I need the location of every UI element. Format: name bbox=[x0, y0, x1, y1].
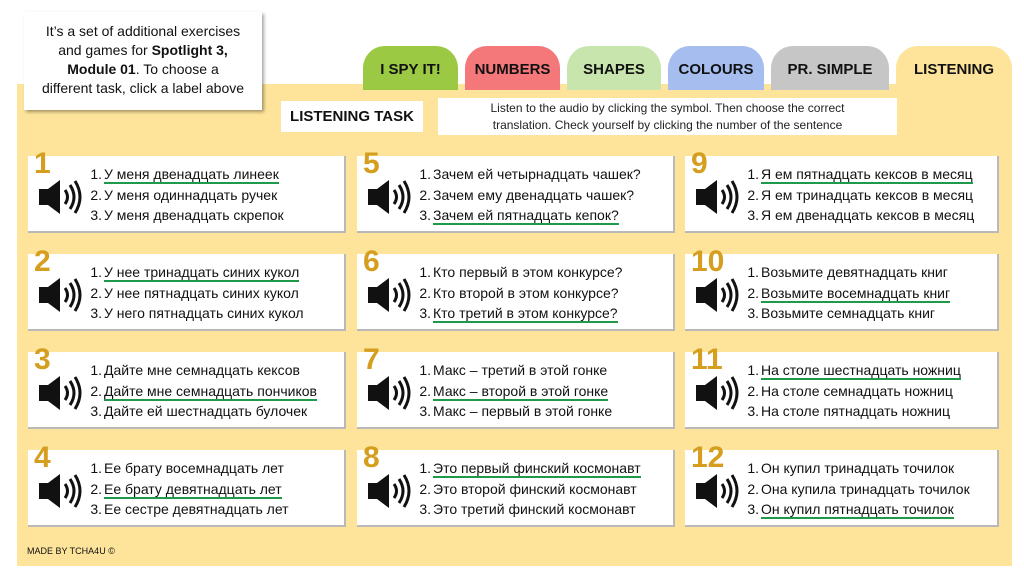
option-number: 3. bbox=[90, 207, 102, 223]
option-number: 1. bbox=[419, 362, 431, 378]
credit: MADE BY TCHA4U © bbox=[27, 546, 115, 556]
sentence-number[interactable]: 4 bbox=[34, 441, 51, 474]
list-item bbox=[417, 360, 612, 381]
option-number: 2. bbox=[419, 284, 431, 301]
exercise-card bbox=[685, 343, 999, 429]
speaker-icon[interactable] bbox=[38, 472, 84, 510]
option-list bbox=[745, 262, 950, 324]
speaker-icon[interactable] bbox=[367, 472, 413, 510]
list-item bbox=[88, 283, 304, 304]
answer-option[interactable]: Ее брату восемнадцать лет bbox=[104, 460, 284, 476]
tab-label: PR. SIMPLE bbox=[787, 60, 873, 78]
intro-line-3-text: . To choose a bbox=[135, 61, 219, 77]
answer-option[interactable]: Возьмите девятнадцать книг bbox=[761, 264, 948, 280]
exercise-card bbox=[685, 245, 999, 331]
tab-pr-simple[interactable] bbox=[771, 46, 889, 90]
option-number: 2. bbox=[90, 284, 102, 301]
speaker-icon[interactable] bbox=[38, 178, 84, 216]
exercise-card bbox=[685, 147, 999, 233]
option-number: 2. bbox=[90, 480, 102, 497]
option-list bbox=[745, 164, 974, 226]
option-list bbox=[417, 360, 612, 422]
answer-option[interactable]: Возьмите семнадцать книг bbox=[761, 305, 936, 321]
list-item bbox=[745, 185, 974, 206]
list-item bbox=[417, 283, 622, 304]
answer-option[interactable]: Кто первый в этом конкурсе? bbox=[433, 264, 623, 280]
list-item bbox=[417, 401, 612, 422]
answer-option[interactable]: Макс – третий в этой гонке bbox=[433, 362, 608, 378]
intro-line-4: different task, click a label above bbox=[41, 80, 245, 96]
answer-option[interactable]: У нее тринадцать синих кукол bbox=[104, 264, 300, 280]
option-list bbox=[88, 360, 317, 422]
answer-option[interactable]: Возьмите восемнадцать книг bbox=[761, 284, 951, 301]
tab-shapes[interactable] bbox=[567, 46, 661, 90]
answer-option[interactable]: На столе пятнадцать ножниц bbox=[761, 403, 951, 419]
sentence-number[interactable]: 7 bbox=[363, 343, 380, 376]
list-item bbox=[745, 205, 974, 226]
list-item bbox=[88, 205, 284, 226]
intro-line-3-bold: Module 01 bbox=[67, 61, 136, 77]
option-number: 1. bbox=[419, 264, 431, 280]
option-number: 3. bbox=[419, 207, 431, 223]
option-number: 1. bbox=[90, 362, 102, 378]
sentence-number[interactable]: 12 bbox=[691, 441, 725, 474]
list-item bbox=[88, 262, 304, 283]
option-number: 2. bbox=[419, 382, 431, 399]
answer-option[interactable]: На столе шестнадцать ножниц bbox=[761, 362, 961, 378]
answer-option[interactable]: Ее брату девятнадцать лет bbox=[104, 480, 282, 497]
sentence-number[interactable]: 8 bbox=[363, 441, 380, 474]
option-number: 3. bbox=[419, 305, 431, 321]
list-item bbox=[88, 303, 304, 324]
list-item bbox=[745, 164, 974, 185]
option-number: 1. bbox=[90, 166, 102, 182]
exercise-card bbox=[685, 441, 999, 527]
option-list bbox=[417, 458, 641, 520]
tab-label: LISTENING bbox=[913, 60, 994, 78]
answer-option[interactable]: Макс – второй в этой гонке bbox=[433, 382, 609, 399]
answer-option[interactable]: Это третий финский космонавт bbox=[433, 501, 636, 517]
option-number: 3. bbox=[747, 207, 759, 223]
list-item bbox=[88, 185, 284, 206]
list-item bbox=[745, 283, 950, 304]
list-item bbox=[417, 479, 641, 500]
speaker-icon[interactable] bbox=[695, 374, 741, 412]
instructions bbox=[438, 98, 897, 135]
answer-option[interactable]: Дайте мне семнадцать пончиков bbox=[104, 382, 317, 399]
list-item bbox=[745, 401, 961, 422]
sentence-number[interactable]: 2 bbox=[34, 245, 51, 278]
list-item bbox=[417, 205, 641, 226]
option-number: 3. bbox=[90, 403, 102, 419]
option-number: 1. bbox=[419, 166, 431, 182]
speaker-icon[interactable] bbox=[38, 374, 84, 412]
exercise-card bbox=[28, 441, 346, 527]
exercise-card bbox=[357, 147, 675, 233]
answer-option[interactable]: У меня двенадцать линеек bbox=[104, 166, 279, 182]
option-number: 1. bbox=[419, 460, 431, 476]
option-number: 1. bbox=[747, 166, 759, 182]
speaker-icon[interactable] bbox=[367, 276, 413, 314]
list-item bbox=[745, 499, 970, 520]
speaker-icon[interactable] bbox=[367, 374, 413, 412]
option-number: 1. bbox=[747, 362, 759, 378]
answer-option[interactable]: У него пятнадцать синих кукол bbox=[104, 305, 304, 321]
intro-line-2-text: and games for bbox=[58, 42, 152, 58]
answer-option[interactable]: На столе семнадцать ножниц bbox=[761, 382, 953, 399]
answer-option[interactable]: Макс – первый в этой гонке bbox=[433, 403, 613, 419]
intro-line-2-bold: Spotlight 3, bbox=[151, 42, 228, 58]
exercise-card bbox=[28, 343, 346, 429]
answer-option[interactable]: Я ем двенадцать кексов в месяц bbox=[761, 207, 975, 223]
list-item bbox=[417, 303, 622, 324]
tab-i-spy-it[interactable] bbox=[363, 46, 458, 90]
list-item bbox=[745, 479, 970, 500]
answer-option[interactable]: Она купила тринадцать точилок bbox=[761, 480, 970, 497]
exercise-card bbox=[357, 343, 675, 429]
tab-label: NUMBERS bbox=[474, 60, 551, 78]
speaker-icon[interactable] bbox=[367, 178, 413, 216]
answer-option[interactable]: Я ем тринадцать кексов в месяц bbox=[761, 186, 974, 203]
list-item bbox=[417, 458, 641, 479]
list-item bbox=[745, 458, 970, 479]
list-item bbox=[745, 381, 961, 402]
answer-option[interactable]: Зачем ей пятнадцать кепок? bbox=[433, 207, 619, 223]
sentence-number[interactable]: 9 bbox=[691, 147, 708, 180]
tab-label: COLOURS bbox=[678, 60, 754, 78]
answer-option[interactable]: Ее сестре девятнадцать лет bbox=[104, 501, 289, 517]
intro-line-1: It’s a set of additional exercises bbox=[45, 23, 241, 39]
list-item bbox=[745, 303, 950, 324]
option-number: 2. bbox=[90, 186, 102, 203]
sentence-number[interactable]: 11 bbox=[691, 343, 723, 376]
option-number: 2. bbox=[747, 382, 759, 399]
answer-option[interactable]: Дайте ей шестнадцать булочек bbox=[104, 403, 308, 419]
list-item bbox=[417, 499, 641, 520]
list-item bbox=[88, 164, 284, 185]
option-list bbox=[745, 458, 970, 520]
list-item bbox=[88, 499, 289, 520]
answer-option[interactable]: Это второй финский космонавт bbox=[433, 480, 637, 497]
tab-label: I SPY IT! bbox=[380, 60, 441, 78]
option-number: 2. bbox=[747, 284, 759, 301]
instructions-line-2: translation. Check yourself by clicking the number of the sentence bbox=[492, 118, 843, 132]
exercise-card bbox=[28, 147, 346, 233]
option-number: 3. bbox=[747, 403, 759, 419]
list-item bbox=[88, 458, 289, 479]
list-item bbox=[88, 401, 317, 422]
answer-option[interactable]: Это первый финский космонавт bbox=[433, 460, 641, 476]
sentence-number[interactable]: 3 bbox=[34, 343, 51, 376]
speaker-icon[interactable] bbox=[695, 472, 741, 510]
answer-option[interactable]: Кто третий в этом конкурсе? bbox=[433, 305, 618, 321]
sentence-number[interactable]: 5 bbox=[363, 147, 380, 180]
option-number: 2. bbox=[747, 186, 759, 203]
list-item bbox=[745, 262, 950, 283]
option-number: 1. bbox=[747, 460, 759, 476]
exercise-card bbox=[28, 245, 346, 331]
answer-option[interactable]: У меня двенадцать скрепок bbox=[104, 207, 284, 223]
exercise-card bbox=[357, 245, 675, 331]
list-item bbox=[417, 185, 641, 206]
answer-option[interactable]: У нее пятнадцать синих кукол bbox=[104, 284, 299, 301]
instructions-line-1: Listen to the audio by clicking the symbol. Then choose the correct bbox=[490, 101, 845, 115]
list-item bbox=[417, 164, 641, 185]
option-list bbox=[417, 164, 641, 226]
option-list bbox=[417, 262, 622, 324]
tab-colours[interactable] bbox=[668, 46, 764, 90]
sentence-number[interactable]: 10 bbox=[691, 245, 725, 278]
speaker-icon[interactable] bbox=[38, 276, 84, 314]
answer-option[interactable]: Зачем ему двенадцать чашек? bbox=[433, 186, 635, 203]
answer-option[interactable]: Кто второй в этом конкурсе? bbox=[433, 284, 619, 301]
answer-option[interactable]: У меня одиннадцать ручек bbox=[104, 186, 278, 203]
answer-option[interactable]: Дайте мне семнадцать кексов bbox=[104, 362, 300, 378]
intro-line-2 bbox=[24, 41, 262, 60]
option-number: 3. bbox=[747, 501, 759, 517]
exercise-card bbox=[357, 441, 675, 527]
option-number: 2. bbox=[747, 480, 759, 497]
option-number: 3. bbox=[90, 501, 102, 517]
list-item bbox=[88, 360, 317, 381]
option-number: 3. bbox=[90, 305, 102, 321]
option-number: 3. bbox=[419, 501, 431, 517]
intro-line-3 bbox=[24, 60, 262, 79]
option-number: 2. bbox=[90, 382, 102, 399]
intro-box bbox=[24, 12, 262, 110]
answer-option[interactable]: Он купил пятнадцать точилок bbox=[761, 501, 954, 517]
list-item bbox=[745, 360, 961, 381]
option-list bbox=[88, 262, 304, 324]
tab-label: SHAPES bbox=[583, 60, 645, 78]
option-number: 3. bbox=[747, 305, 759, 321]
list-item bbox=[88, 381, 317, 402]
sentence-number[interactable]: 6 bbox=[363, 245, 380, 278]
list-item bbox=[88, 479, 289, 500]
option-list bbox=[88, 164, 284, 226]
list-item bbox=[417, 381, 612, 402]
speaker-icon[interactable] bbox=[695, 276, 741, 314]
option-list bbox=[88, 458, 289, 520]
option-number: 1. bbox=[90, 264, 102, 280]
option-number: 3. bbox=[419, 403, 431, 419]
task-label: LISTENING TASK bbox=[281, 101, 423, 132]
answer-option[interactable]: Он купил тринадцать точилок bbox=[761, 460, 955, 476]
option-number: 2. bbox=[419, 186, 431, 203]
list-item bbox=[417, 262, 622, 283]
tab-numbers[interactable] bbox=[465, 46, 560, 90]
option-number: 2. bbox=[419, 480, 431, 497]
option-number: 1. bbox=[90, 460, 102, 476]
tab-listening[interactable] bbox=[896, 46, 1012, 90]
option-list bbox=[745, 360, 961, 422]
option-number: 1. bbox=[747, 264, 759, 280]
speaker-icon[interactable] bbox=[695, 178, 741, 216]
answer-option[interactable]: Я ем пятнадцать кексов в месяц bbox=[761, 166, 973, 182]
answer-option[interactable]: Зачем ей четырнадцать чашек? bbox=[433, 166, 641, 182]
sentence-number[interactable]: 1 bbox=[34, 147, 51, 180]
